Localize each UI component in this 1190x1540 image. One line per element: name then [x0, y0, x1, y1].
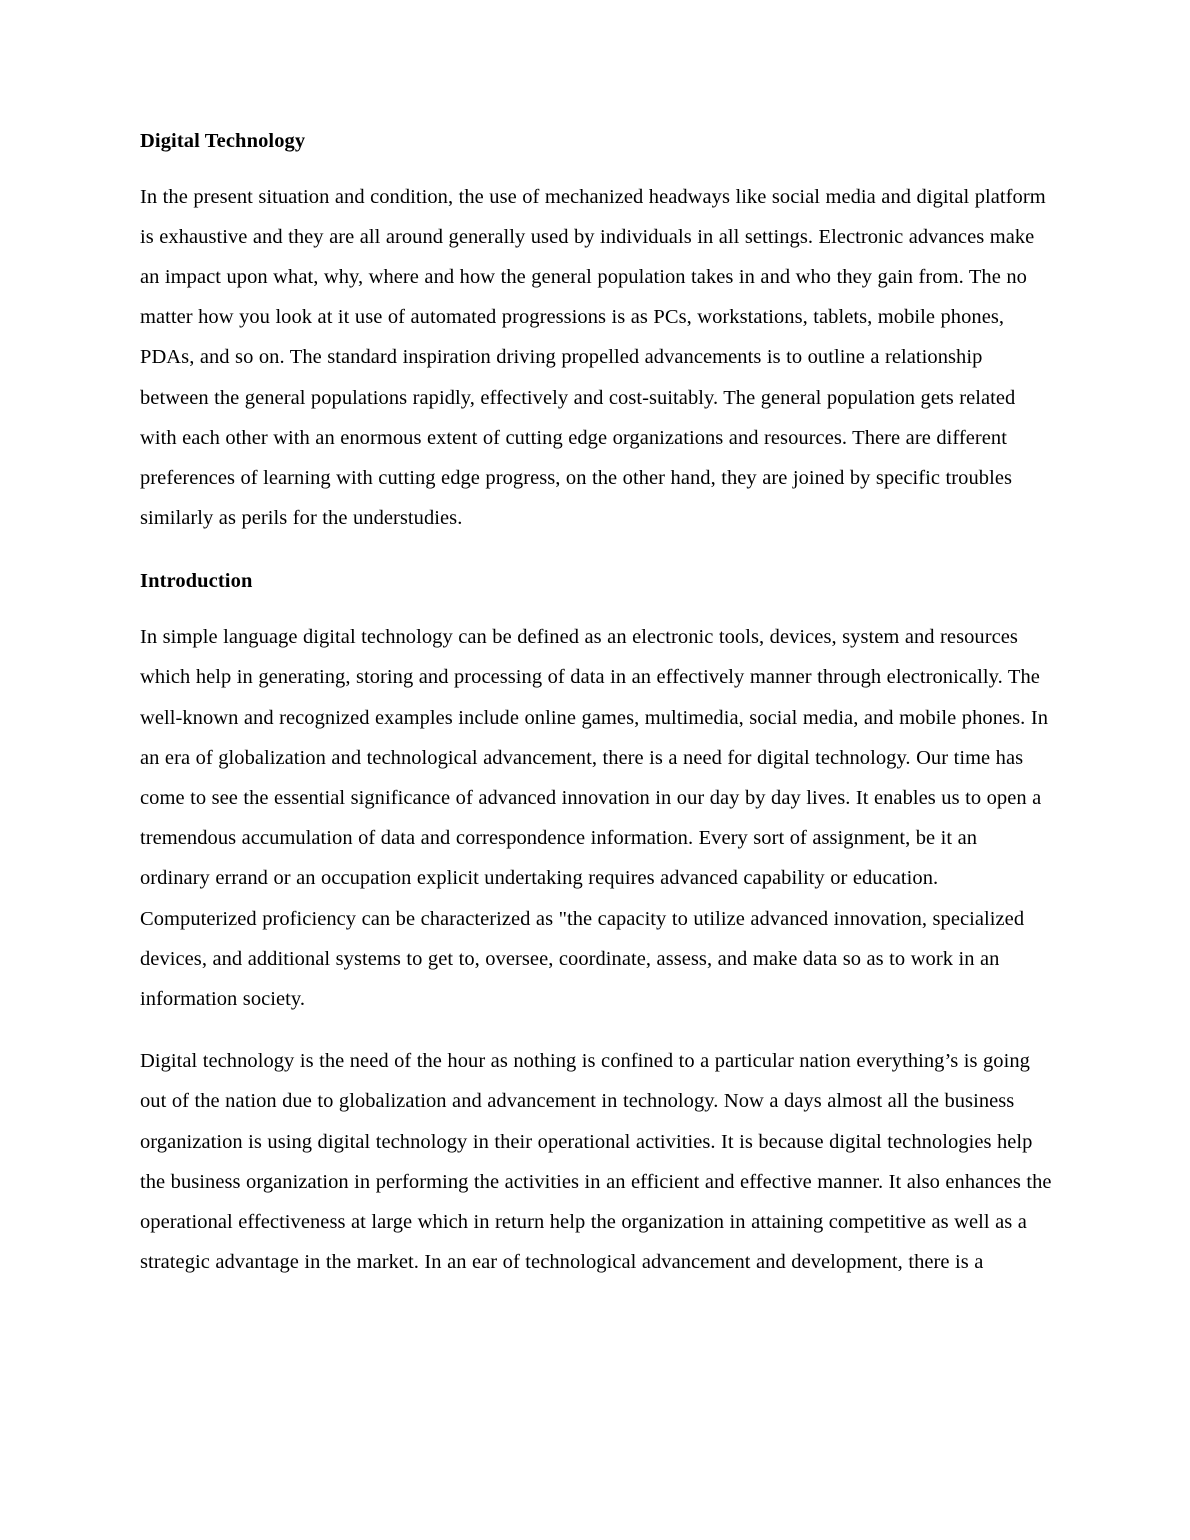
document-body — [140, 128, 1052, 1282]
paragraph: Digital technology is the need of the hour as nothing is confined to a particular nation everything’s is going out of the nation due to globalization and advancement in technology. Now a days almost all the business organization is using digital technology in their operational activities. It is because digital technologies help the business organization in performing the activities in an efficient and effective manner. It also enhances the operational effectiveness at large which in return help the organization in attaining competitive as well as a strategic advantage in the market. In an ear of technological advancement and development, there is a — [140, 1050, 1052, 1274]
paragraph: In simple language digital technology can be defined as an electronic tools, devices, system and resources which help in generating, storing and processing of data in an effectively manner through electronically. The well-known and recognized examples include online games, multimedia, social media, and mobile phones. In an era of globalization and technological advancement, there is a need for digital technology. Our time has come to see the essential significance of advanced innovation in our day by day lives. It enables us to open a tremendous accumulation of data and correspondence information. Every sort of assignment, be it an ordinary errand or an occupation explicit undertaking requires advanced capability or education. Computerized proficiency can be characterized as "the capacity to utilize advanced innovation, specialized devices, and additional systems to get to, oversee, coordinate, assess, and make data so as to work in an information society. — [140, 626, 1048, 1010]
paragraph: In the present situation and condition, the use of mechanized headways like social media and digital platform is exhaustive and they are all around generally used by individuals in all settings. Electronic advances make an impact upon what, why, where and how the general population takes in and who they gain from. The no matter how you look at it use of automated progressions is as PCs, workstations, tablets, mobile phones, PDAs, and so on. The standard inspiration driving propelled advancements is to outline a relationship between the general populations rapidly, effectively and cost-suitably. The general population gets related with each other with an enormous extent of cutting edge organizations and resources. There are different preferences of learning with cutting edge progress, on the other hand, they are joined by specific troubles similarly as perils for the understudies. — [140, 185, 1046, 530]
section-heading-introduction: Introduction — [140, 570, 253, 593]
page-title: Digital Technology — [140, 130, 306, 152]
